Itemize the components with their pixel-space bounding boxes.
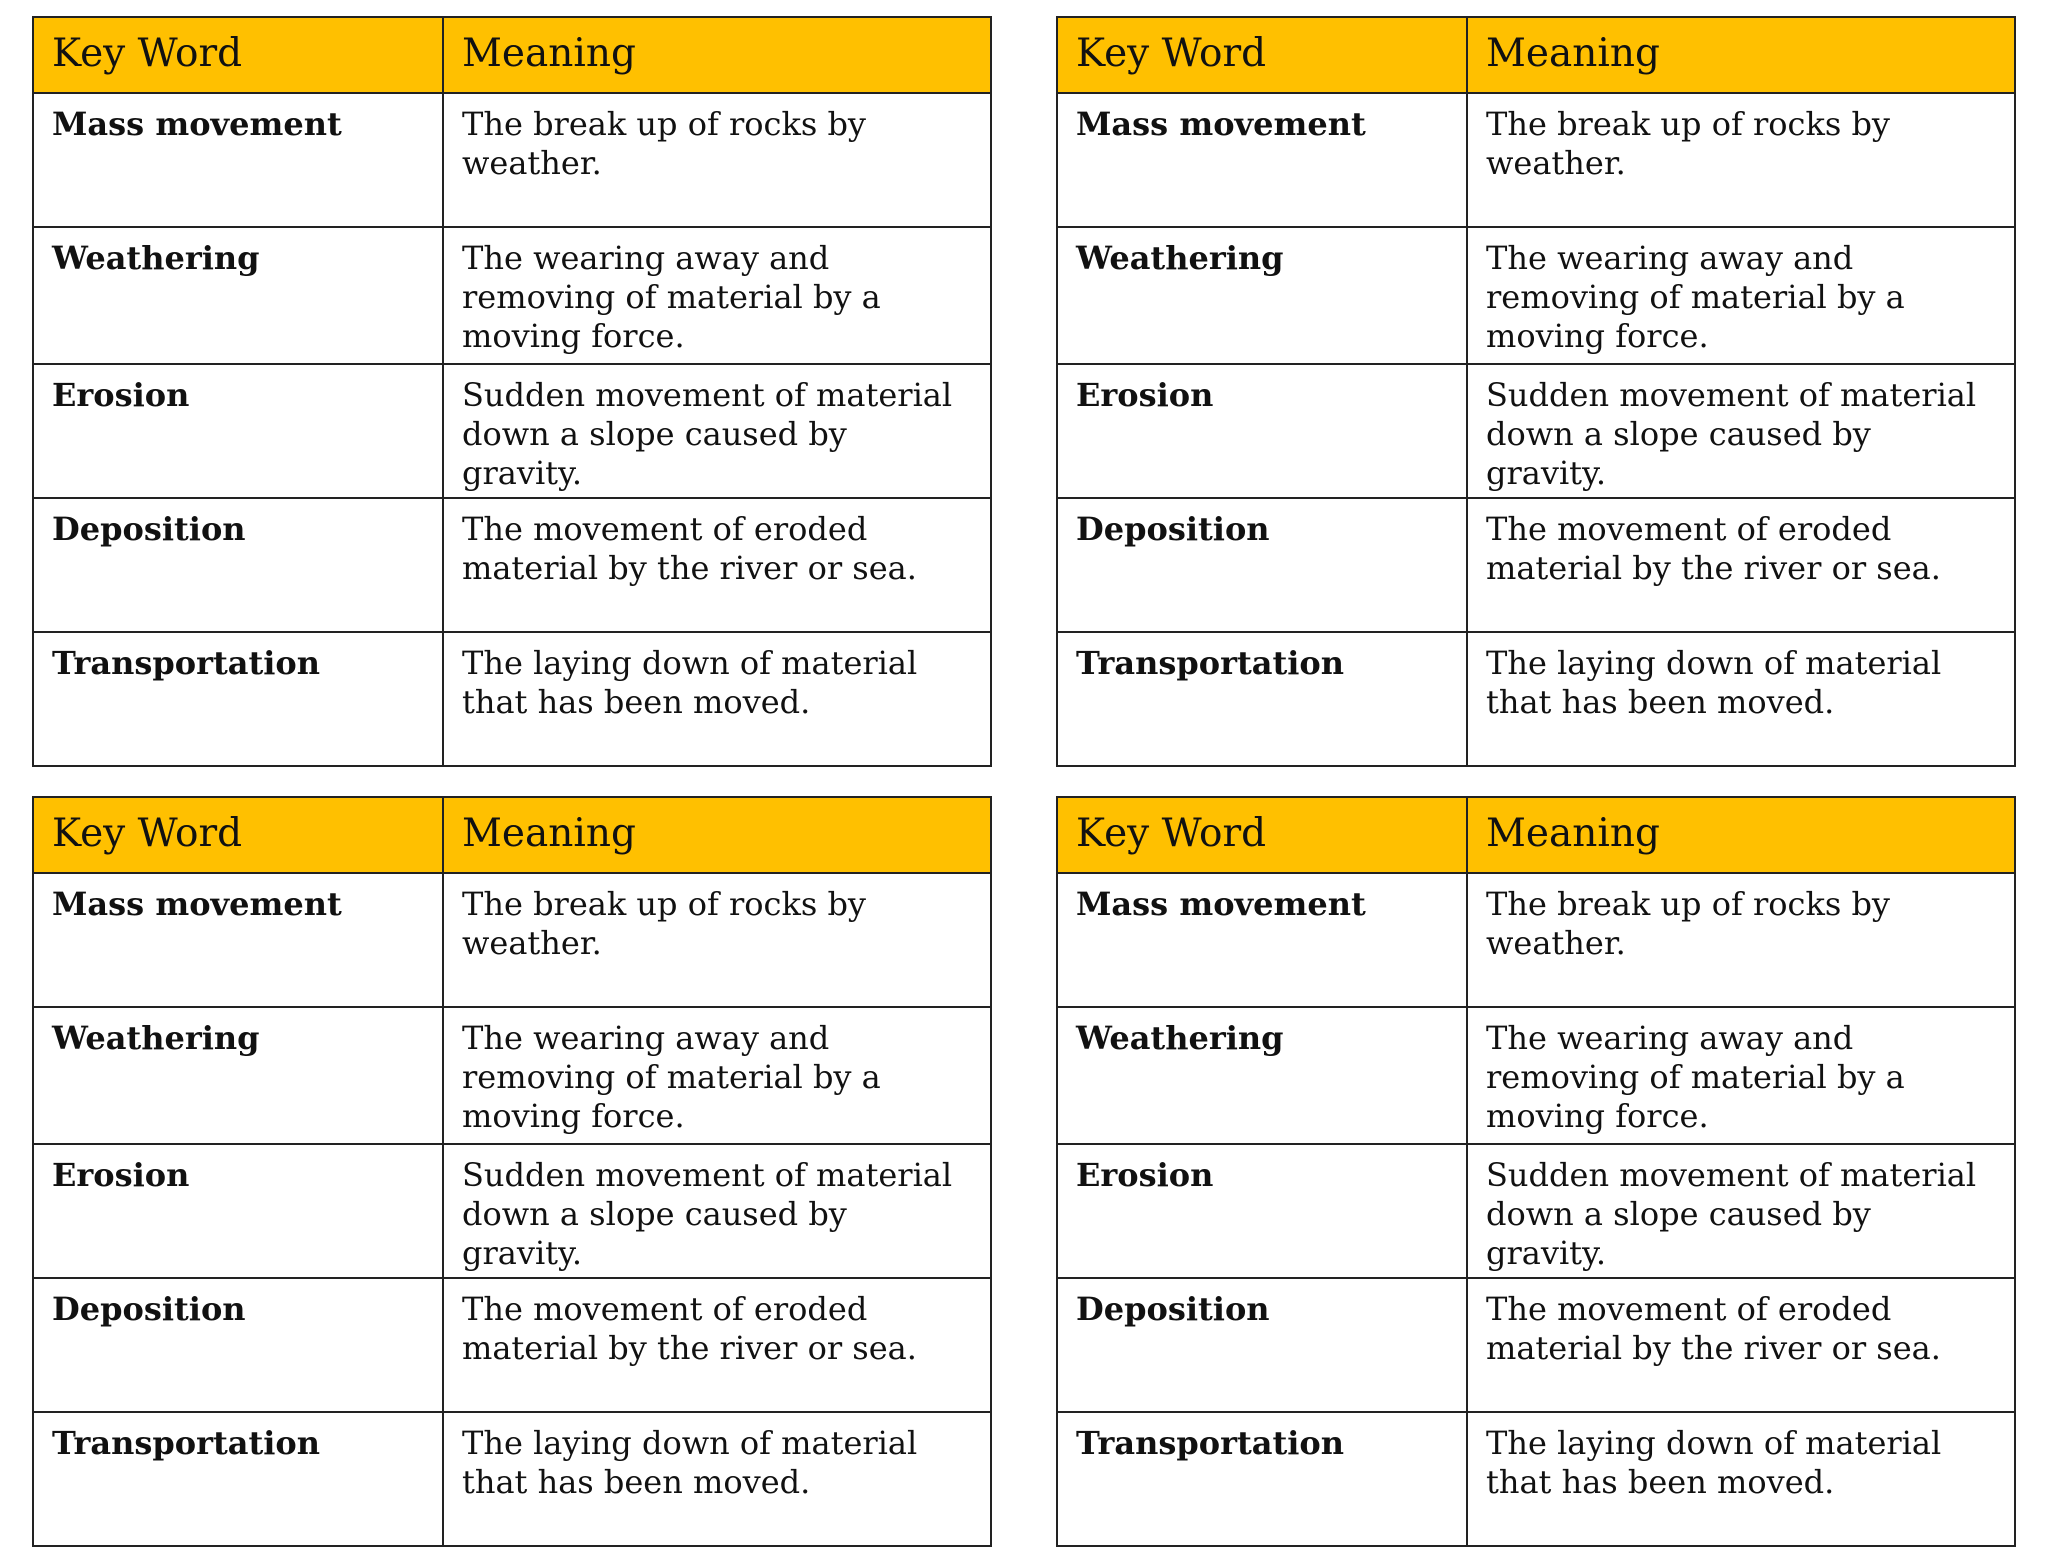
key-word-cell: Erosion <box>33 1144 443 1278</box>
keyword-table-bottom-left <box>32 796 992 1547</box>
meaning-cell: Sudden movement of material down a slope caused by gravity. <box>443 1144 991 1278</box>
table-row <box>33 364 991 498</box>
meaning-cell: The break up of rocks by weather. <box>443 873 991 1007</box>
table-row <box>1057 227 2015 364</box>
meaning-cell: The wearing away and removing of material by a moving force. <box>1467 1007 2015 1144</box>
key-word-cell: Weathering <box>1057 1007 1467 1144</box>
key-word-cell: Mass movement <box>33 93 443 227</box>
table-row <box>33 1144 991 1278</box>
meaning-cell: The laying down of material that has been moved. <box>443 632 991 766</box>
meaning-cell: The wearing away and removing of material by a moving force. <box>1467 227 2015 364</box>
keyword-table-top-right <box>1056 16 2016 767</box>
meaning-cell: The break up of rocks by weather. <box>1467 93 2015 227</box>
key-word-cell: Mass movement <box>1057 873 1467 1007</box>
meaning-cell: The movement of eroded material by the river or sea. <box>443 1278 991 1412</box>
table-row <box>1057 1007 2015 1144</box>
table-row <box>33 1278 991 1412</box>
table-row <box>33 227 991 364</box>
key-word-cell: Mass movement <box>33 873 443 1007</box>
key-word-cell: Transportation <box>33 1412 443 1546</box>
meaning-column-header: Meaning <box>443 17 991 93</box>
meaning-column-header: Meaning <box>443 797 991 873</box>
table-row <box>1057 1144 2015 1278</box>
meaning-cell: The movement of eroded material by the river or sea. <box>443 498 991 632</box>
key-word-cell: Weathering <box>1057 227 1467 364</box>
table-header-row <box>33 17 991 93</box>
meaning-cell: The laying down of material that has been moved. <box>443 1412 991 1546</box>
table-header-row <box>33 797 991 873</box>
table-row <box>1057 1412 2015 1546</box>
keyword-table-top-left <box>32 16 992 767</box>
table-row <box>1057 873 2015 1007</box>
key-word-cell: Deposition <box>1057 1278 1467 1412</box>
meaning-cell: The movement of eroded material by the river or sea. <box>1467 498 2015 632</box>
keyword-column-header: Key Word <box>33 17 443 93</box>
key-word-cell: Transportation <box>1057 1412 1467 1546</box>
meaning-column-header: Meaning <box>1467 797 2015 873</box>
meaning-cell: The break up of rocks by weather. <box>443 93 991 227</box>
keyword-column-header: Key Word <box>1057 797 1467 873</box>
table-row <box>33 632 991 766</box>
key-word-cell: Erosion <box>1057 364 1467 498</box>
key-word-cell: Erosion <box>1057 1144 1467 1278</box>
meaning-cell: The laying down of material that has been moved. <box>1467 1412 2015 1546</box>
table-row <box>1057 498 2015 632</box>
meaning-cell: The break up of rocks by weather. <box>1467 873 2015 1007</box>
keyword-table-bottom-right <box>1056 796 2016 1547</box>
key-word-cell: Transportation <box>1057 632 1467 766</box>
table-header-row <box>1057 797 2015 873</box>
meaning-cell: The movement of eroded material by the river or sea. <box>1467 1278 2015 1412</box>
meaning-cell: The wearing away and removing of material by a moving force. <box>443 1007 991 1144</box>
table-row <box>33 1412 991 1546</box>
table-row <box>33 93 991 227</box>
key-word-cell: Weathering <box>33 1007 443 1144</box>
key-word-cell: Erosion <box>33 364 443 498</box>
key-word-cell: Weathering <box>33 227 443 364</box>
meaning-cell: Sudden movement of material down a slope caused by gravity. <box>1467 364 2015 498</box>
meaning-cell: Sudden movement of material down a slope caused by gravity. <box>443 364 991 498</box>
meaning-cell: Sudden movement of material down a slope caused by gravity. <box>1467 1144 2015 1278</box>
key-word-cell: Transportation <box>33 632 443 766</box>
table-row <box>1057 1278 2015 1412</box>
meaning-column-header: Meaning <box>1467 17 2015 93</box>
meaning-cell: The wearing away and removing of material by a moving force. <box>443 227 991 364</box>
table-row <box>33 1007 991 1144</box>
table-row <box>1057 93 2015 227</box>
key-word-cell: Deposition <box>33 1278 443 1412</box>
key-word-cell: Deposition <box>1057 498 1467 632</box>
table-row <box>1057 632 2015 766</box>
key-word-cell: Deposition <box>33 498 443 632</box>
keyword-column-header: Key Word <box>1057 17 1467 93</box>
table-row <box>33 498 991 632</box>
table-header-row <box>1057 17 2015 93</box>
meaning-cell: The laying down of material that has been moved. <box>1467 632 2015 766</box>
key-word-cell: Mass movement <box>1057 93 1467 227</box>
keyword-column-header: Key Word <box>33 797 443 873</box>
table-row <box>33 873 991 1007</box>
table-row <box>1057 364 2015 498</box>
